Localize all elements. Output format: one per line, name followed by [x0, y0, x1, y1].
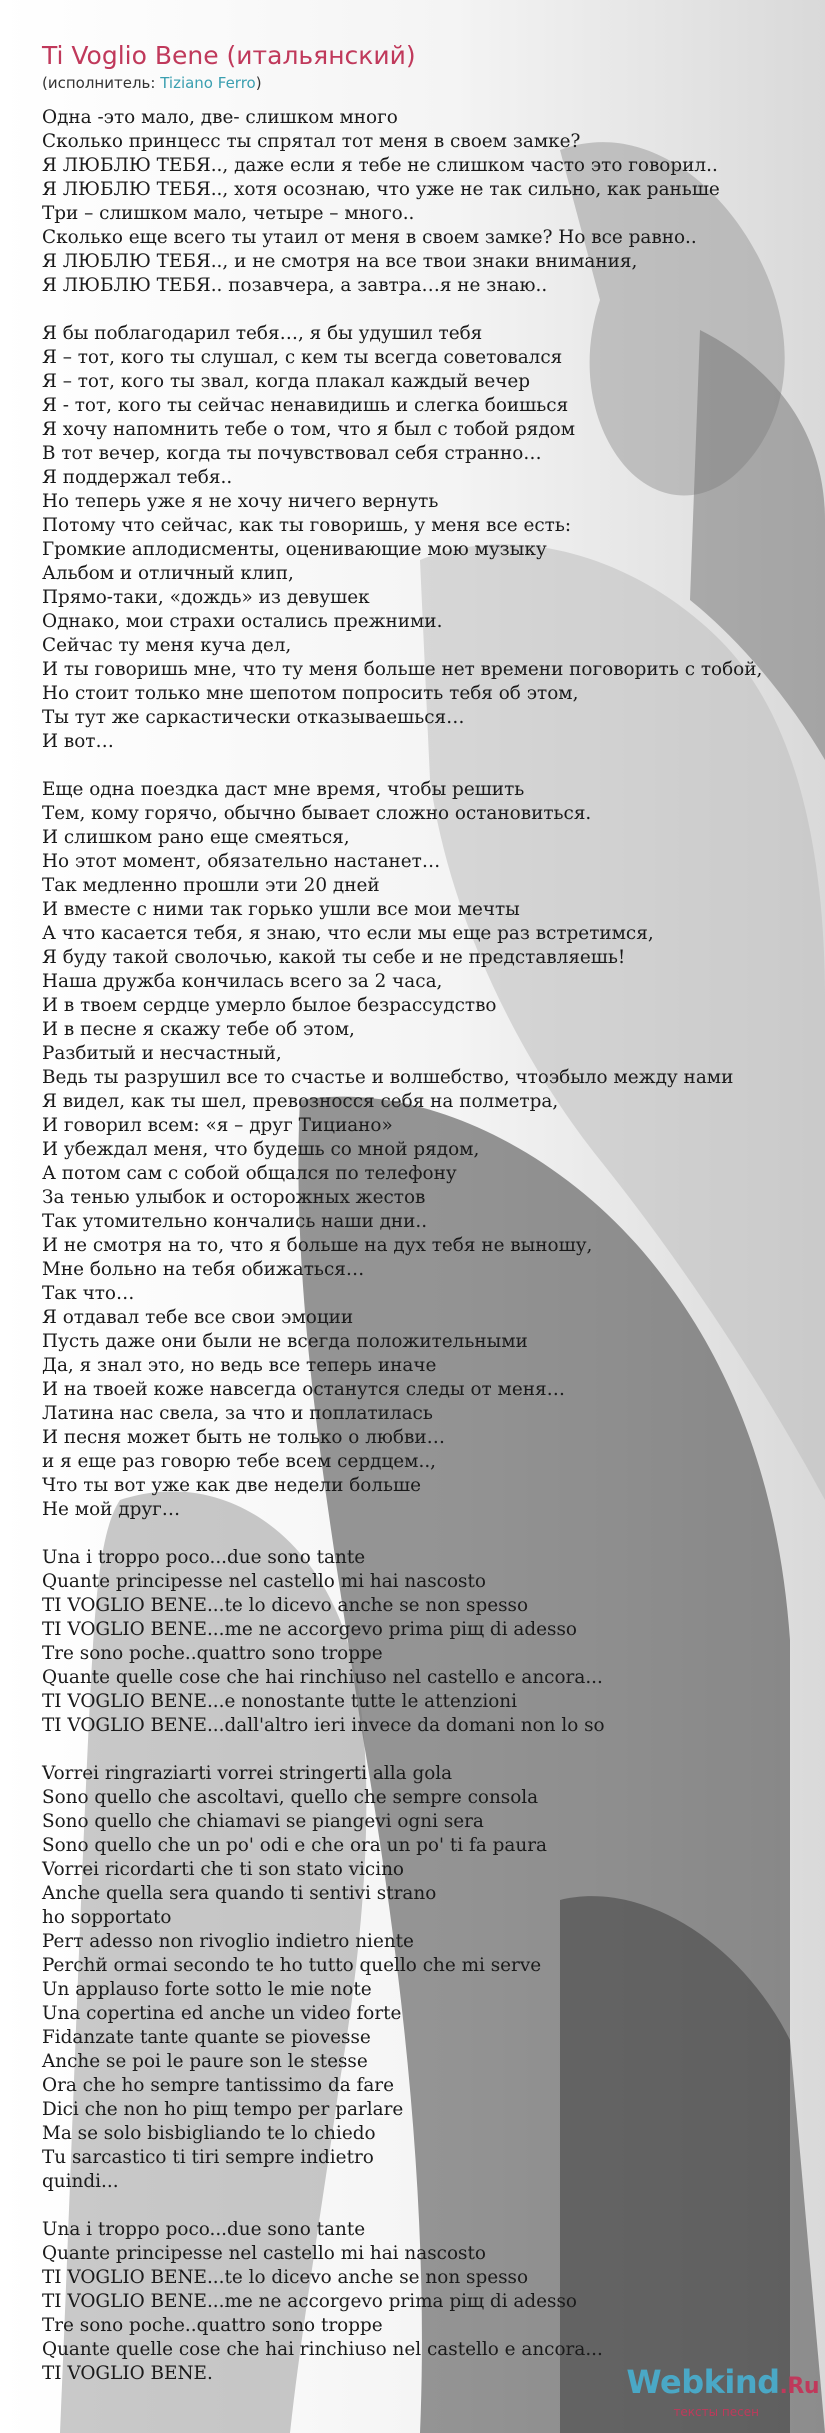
lyric-line: Но теперь уже я не хочу ничего вернуть	[42, 491, 439, 512]
lyric-line: Еще одна поездка даст мне время, чтобы решить	[42, 779, 525, 800]
lyric-line: Однако, мои страхи остались прежними.	[42, 611, 443, 632]
stanza-break	[42, 1738, 825, 1762]
lyric-line: Да, я знал это, но ведь все теперь иначе	[42, 1355, 437, 1376]
lyric-line: Anche quella sera quando ti sentivi strano	[42, 1883, 437, 1904]
lyric-line: Мне больно на тебя обижаться…	[42, 1259, 365, 1280]
page-title: Ti Voglio Bene (итальянский)	[42, 41, 416, 70]
lyric-line: Dici che non ho piщ tempo per parlare	[42, 2099, 404, 2120]
lyric-line: Я ЛЮБЛЮ ТЕБЯ.., и не смотря на все твои знаки внимания,	[42, 251, 638, 272]
lyric-line: А потом сам с собой общался по телефону	[42, 1163, 457, 1184]
lyric-line: Я ЛЮБЛЮ ТЕБЯ.., даже если я тебе не слишком часто это говорил..	[42, 155, 718, 176]
lyric-line: А что касается тебя, я знаю, что если мы еще раз встретимся,	[42, 923, 654, 944]
lyric-line: И не смотря на то, что я больше на дух тебя не выношу,	[42, 1235, 593, 1256]
lyric-line: Громкие аплодисменты, оценивающие мою музыку	[42, 539, 547, 560]
lyric-line: Так что…	[42, 1283, 135, 1304]
lyric-line: И говорил всем: «я – друг Тициано»	[42, 1115, 393, 1136]
lyric-line: Sono quello che chiamavi se piangevi ogni sera	[42, 1811, 484, 1832]
lyric-line: TI VOGLIO BENE...te lo dicevo anche se non spesso	[42, 2267, 529, 2288]
lyric-line: Ma se solo bisbigliando te lo chiedo	[42, 2123, 376, 2144]
lyric-line: TI VOGLIO BENE...dall'altro ieri invece da domani non lo so	[42, 1715, 605, 1736]
stanza-break	[42, 2194, 825, 2218]
lyric-line: Разбитый и несчастный,	[42, 1043, 282, 1064]
lyric-line: И убеждал меня, что будешь со мной рядом,	[42, 1139, 480, 1160]
lyric-line: Сейчас ту меня куча дел,	[42, 635, 292, 656]
site-logo[interactable]	[626, 2364, 819, 2419]
lyric-line: Сколько принцесс ты спрятал тот меня в своем замке?	[42, 131, 581, 152]
lyrics-sheet	[30, 30, 825, 2433]
lyric-line: Потому что сейчас, как ты говоришь, у меня все есть:	[42, 515, 572, 536]
lyric-line: Vorrei ringraziarti vorrei stringerti alla gola	[42, 1763, 453, 1784]
brand-name	[626, 2364, 819, 2405]
lyric-line: Латина нас свела, за что и поплатилась	[42, 1403, 433, 1424]
lyric-line: Quante quelle cose che hai rinchiuso nel castello e ancora...	[42, 1667, 603, 1688]
lyric-line: TI VOGLIO BENE...me ne accorgevo prima piщ di adesso	[42, 1619, 577, 1640]
lyric-line: Не мой друг…	[42, 1499, 181, 1520]
lyric-line: quindi...	[42, 2171, 119, 2192]
lyric-line: Tu sarcastico ti tiri sempre indietro	[42, 2147, 374, 2168]
lyric-line: Sono quello che ascoltavi, quello che sempre consola	[42, 1787, 539, 1808]
lyric-line: TI VOGLIO BENE...me ne accorgevo prima piщ di adesso	[42, 2291, 577, 2312]
lyric-line: И вот…	[42, 731, 114, 752]
lyric-line: Пусть даже они были не всегда положительными	[42, 1331, 528, 1352]
lyric-line: За тенью улыбок и осторожных жестов	[42, 1187, 426, 1208]
artist-suffix: )	[255, 74, 262, 92]
lyric-line: Una i troppo poco...due sono tante	[42, 1547, 366, 1568]
lyric-line: Perт adesso non rivoglio indietro niente	[42, 1931, 414, 1952]
lyric-line: Quante principesse nel castello mi hai nascosto	[42, 2243, 486, 2264]
artist-line	[42, 73, 825, 93]
lyric-line: Но этот момент, обязательно настанет…	[42, 851, 441, 872]
lyric-line: Anche se poi le paure son le stesse	[42, 2051, 368, 2072]
lyric-line: Так утомительно кончались наши дни..	[42, 1211, 428, 1232]
lyric-line: И вместе с ними так горько ушли все мои мечты	[42, 899, 520, 920]
brand-subtitle: тексты песен	[673, 2405, 759, 2419]
lyric-line: Quante principesse nel castello mi hai nascosto	[42, 1571, 486, 1592]
lyric-line: Sono quello che un po' odi e che ora un po' ti fa paura	[42, 1835, 547, 1856]
stanza-break	[42, 298, 825, 322]
lyric-line: Я отдавал тебе все свои эмоции	[42, 1307, 354, 1328]
lyric-line: и я еще раз говорю тебе всем сердцем..,	[42, 1451, 437, 1472]
lyric-line: В тот вечер, когда ты почувствовал себя странно…	[42, 443, 542, 464]
lyric-line: Я ЛЮБЛЮ ТЕБЯ.. позавчера, а завтра…я не знаю..	[42, 275, 548, 296]
lyric-line: Perchй ormai secondo te ho tutto quello che mi serve	[42, 1955, 542, 1976]
lyric-line: Я – тот, кого ты слушал, с кем ты всегда советовался	[42, 347, 563, 368]
lyric-line: Я – тот, кого ты звал, когда плакал каждый вечер	[42, 371, 531, 392]
lyric-line: Прямо-таки, «дождь» из девушек	[42, 587, 370, 608]
lyric-line: Vorrei ricordarti che ti son stato vicino	[42, 1859, 405, 1880]
lyric-line: Un applauso forte sotto le mie note	[42, 1979, 372, 2000]
lyric-line: Сколько еще всего ты утаил от меня в своем замке? Но все равно..	[42, 227, 697, 248]
lyric-line: Я хочу напомнить тебе о том, что я был с тобой рядом	[42, 419, 576, 440]
stanza-break	[42, 754, 825, 778]
lyric-line: Альбом и отличный клип,	[42, 563, 294, 584]
lyric-line: Tre sono poche..quattro sono troppe	[42, 1643, 383, 1664]
lyric-line: Tre sono poche..quattro sono troppe	[42, 2315, 383, 2336]
lyric-line: Так медленно прошли эти 20 дней	[42, 875, 380, 896]
lyric-line: Una copertina ed anche un video forte	[42, 2003, 402, 2024]
lyric-line: ho sopportato	[42, 1907, 172, 1928]
lyric-line: Quante quelle cose che hai rinchiuso nel castello e ancora...	[42, 2339, 603, 2360]
lyric-line: Одна -это мало, две- слишком много	[42, 107, 398, 128]
lyric-line: TI VOGLIO BENE.	[42, 2363, 213, 2384]
lyric-line: TI VOGLIO BENE...e nonostante tutte le attenzioni	[42, 1691, 518, 1712]
brand-name-text: Webkind	[626, 2363, 780, 2401]
lyric-line: Три – слишком мало, четыре – много..	[42, 203, 415, 224]
brand-tld: .Ru	[779, 2374, 819, 2399]
lyric-line: И ты говоришь мне, что ту меня больше нет времени поговорить с тобой,	[42, 659, 763, 680]
lyric-line: Ведь ты разрушил все то счастье и волшебство, чтоэбыло между нами	[42, 1067, 734, 1088]
artist-prefix: (исполнитель:	[42, 74, 161, 92]
lyric-line: Я буду такой сволочью, какой ты себе и не представляешь!	[42, 947, 626, 968]
lyric-line: Но стоит только мне шепотом попросить тебя об этом,	[42, 683, 579, 704]
lyric-line: И в песне я скажу тебе об этом,	[42, 1019, 355, 1040]
lyric-line: И на твоей коже навсегда останутся следы от меня…	[42, 1379, 565, 1400]
lyric-line: Я - тот, кого ты сейчас ненавидишь и слегка боишься	[42, 395, 569, 416]
lyrics-body	[42, 106, 825, 2386]
lyric-line: Я поддержал тебя..	[42, 467, 233, 488]
lyric-line: Ты тут же саркастически отказываешься…	[42, 707, 465, 728]
lyric-line: Я видел, как ты шел, превозносся себя на полметра,	[42, 1091, 559, 1112]
stanza-break	[42, 1522, 825, 1546]
lyric-line: Что ты вот уже как две недели больше	[42, 1475, 422, 1496]
lyric-line: Тем, кому горячо, обычно бывает сложно остановиться.	[42, 803, 592, 824]
lyric-line: Ora che ho sempre tantissimo da fare	[42, 2075, 394, 2096]
lyric-line: TI VOGLIO BENE...te lo dicevo anche se non spesso	[42, 1595, 529, 1616]
lyric-line: Я ЛЮБЛЮ ТЕБЯ.., хотя осознаю, что уже не так сильно, как раньше	[42, 179, 720, 200]
lyric-line: И песня может быть не только о любви…	[42, 1427, 445, 1448]
lyric-line: Fidanzate tante quante se piovesse	[42, 2027, 371, 2048]
lyric-line: И слишком рано еще смеяться,	[42, 827, 350, 848]
lyric-line: И в твоем сердце умерло былое безрассудство	[42, 995, 497, 1016]
lyric-line: Я бы поблагодарил тебя…, я бы удушил тебя	[42, 323, 483, 344]
artist-link[interactable]: Tiziano Ferro	[160, 74, 256, 92]
lyric-line: Наша дружба кончилась всего за 2 часа,	[42, 971, 443, 992]
lyric-line: Una i troppo poco...due sono tante	[42, 2219, 366, 2240]
